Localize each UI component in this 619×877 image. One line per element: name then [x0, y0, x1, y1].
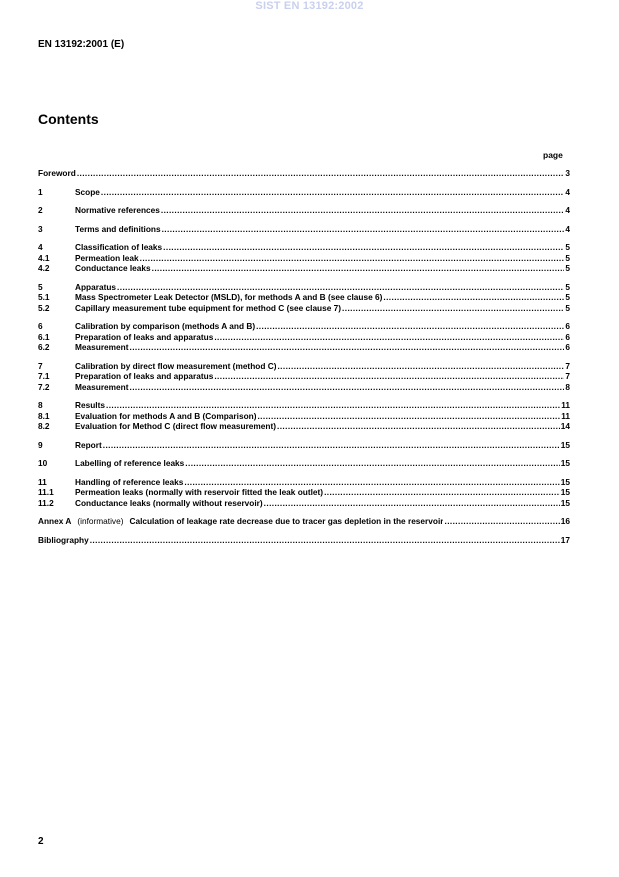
toc-entry-page: 5 — [565, 302, 570, 313]
toc-entry-title: Report — [75, 439, 102, 450]
toc-entry[interactable] — [38, 458, 570, 469]
dot-leader — [103, 440, 560, 451]
toc-entry-number: 7 — [38, 360, 43, 371]
toc-entry[interactable] — [38, 487, 570, 498]
toc-entry[interactable] — [38, 411, 570, 422]
toc-entry-title: Calibration by direct flow measurement (method C) — [75, 360, 277, 371]
toc-entry[interactable] — [38, 332, 570, 343]
toc-entry[interactable] — [38, 477, 570, 488]
toc-entry-title: Evaluation for Method C (direct flow measurement) — [75, 421, 276, 431]
toc-entry[interactable] — [38, 421, 570, 432]
toc-entry-title: Calculation of leakage rate decrease due to tracer gas depletion in the reservoir — [129, 516, 444, 526]
toc-entry-title: Permeation leak — [75, 252, 139, 263]
toc-entry-annex[interactable] — [38, 516, 570, 527]
annex-qualifier: (informative) — [77, 516, 124, 526]
toc-entry-page: 3 — [565, 168, 570, 178]
dot-leader — [163, 242, 564, 253]
toc-entry-page: 4 — [565, 186, 570, 197]
toc-entry[interactable] — [38, 205, 570, 216]
toc-entry[interactable] — [38, 282, 570, 293]
toc-entry-page: 15 — [560, 497, 570, 508]
toc-entry-number: 11.1 — [38, 487, 54, 497]
toc-entry-page: 7 — [565, 360, 570, 371]
toc-entry-page: 5 — [565, 252, 570, 263]
toc-entry-number: 4.2 — [38, 263, 50, 273]
toc-entry-page: 5 — [565, 263, 570, 273]
toc-entry-number: 6.1 — [38, 331, 50, 342]
toc-entry-number: 11.2 — [38, 497, 54, 508]
toc-entry-page: 5 — [565, 292, 570, 302]
dot-leader — [101, 187, 564, 198]
toc-entry-number: 6 — [38, 321, 43, 331]
toc-entry-title: Mass Spectrometer Leak Detector (MSLD), for methods A and B (see clause 6) — [75, 292, 383, 302]
toc-entry-page: 6 — [565, 331, 570, 342]
annex-label: Annex A — [38, 516, 72, 526]
dot-leader — [264, 498, 560, 509]
toc-entry-title: Handling of reference leaks — [75, 476, 184, 487]
toc-entry-page: 8 — [565, 381, 570, 392]
toc-entry-page: 4 — [565, 223, 570, 234]
dot-leader — [342, 303, 564, 314]
dot-leader — [162, 224, 565, 235]
toc-entry[interactable] — [38, 242, 570, 253]
toc-entry-title: Measurement — [75, 381, 129, 392]
toc-entry[interactable] — [38, 361, 570, 372]
toc-entry-number: 8.2 — [38, 421, 50, 431]
toc-entry[interactable] — [38, 371, 570, 382]
toc-entry-page: 7 — [565, 371, 570, 381]
dot-leader — [277, 361, 564, 372]
watermark: SIST EN 13192:2002 — [255, 0, 364, 12]
toc-entry-title: Normative references — [75, 205, 160, 215]
toc-entry-title: Labelling of reference leaks — [75, 458, 185, 468]
toc-entry-number: 1 — [38, 186, 43, 197]
toc-entry-number: 5.1 — [38, 292, 50, 302]
toc-entry-page: 17 — [560, 534, 570, 545]
toc-entry-page: 5 — [565, 242, 570, 252]
toc-entry-number: 4.1 — [38, 252, 50, 263]
dot-leader — [184, 477, 559, 488]
toc-entry-number: 5 — [38, 281, 43, 292]
toc-entry[interactable] — [38, 187, 570, 198]
toc-entry-number: 9 — [38, 439, 43, 450]
toc-entry[interactable] — [38, 400, 570, 411]
page-column-header: page — [543, 150, 563, 160]
dot-leader — [185, 458, 559, 469]
toc-entry[interactable] — [38, 321, 570, 332]
toc-entry-number: 5.2 — [38, 302, 50, 313]
toc-entry-number: 8 — [38, 400, 43, 410]
toc-entry-page: 5 — [565, 281, 570, 292]
toc-entry-title: Preparation of leaks and apparatus — [75, 331, 214, 342]
toc-entry-page: 15 — [560, 476, 570, 487]
toc-entry-number: 6.2 — [38, 342, 50, 352]
toc-entry-page: 15 — [560, 487, 570, 497]
toc-entry-title: Capillary measurement tube equipment for method C (see clause 7) — [75, 302, 342, 313]
dot-leader — [140, 253, 565, 264]
toc-entry[interactable] — [38, 382, 570, 393]
toc-entry-title: Preparation of leaks and apparatus — [75, 371, 214, 381]
toc-entry-bibliography[interactable] — [38, 535, 570, 546]
toc-entry-page: 11 — [561, 400, 570, 410]
toc-entry-number: 10 — [38, 458, 48, 468]
dot-leader — [324, 487, 560, 498]
toc-entry-title: Permeation leaks (normally with reservoir fitted the leak outlet) — [75, 487, 324, 497]
toc-entry[interactable] — [38, 168, 570, 179]
toc-entry-title: Apparatus — [75, 281, 117, 292]
toc-entry[interactable] — [38, 263, 570, 274]
dot-leader — [161, 205, 565, 216]
toc-entry-page: 4 — [565, 205, 570, 215]
toc-entry-title: Calibration by comparison (methods A and B) — [75, 321, 256, 331]
toc-entry-number: 7.2 — [38, 381, 50, 392]
toc-entry-title: Foreword — [38, 168, 76, 178]
toc-entry-title: Measurement — [75, 342, 129, 352]
toc-entry-page: 15 — [560, 458, 570, 468]
dot-leader — [214, 371, 564, 382]
document-id: EN 13192:2001 (E) — [38, 39, 125, 50]
page-title: Contents — [38, 111, 99, 127]
toc-entry[interactable] — [38, 303, 570, 314]
toc-entry-title: Classification of leaks — [75, 242, 163, 252]
toc-entry-page: 14 — [560, 421, 570, 431]
toc-entry[interactable] — [38, 224, 570, 235]
dot-leader — [152, 263, 565, 274]
toc-entry-page: 16 — [560, 516, 570, 526]
toc-entry-title: Conductance leaks (normally without reservoir) — [75, 497, 263, 508]
dot-leader — [444, 516, 559, 527]
toc-entry[interactable] — [38, 292, 570, 303]
toc-entry-page: 6 — [565, 321, 570, 331]
dot-leader — [383, 292, 564, 303]
toc-entry-number: 7.1 — [38, 371, 50, 381]
page-number: 2 — [38, 836, 44, 847]
toc-entry-number: 8.1 — [38, 410, 50, 421]
toc-entry-title: Bibliography — [38, 534, 89, 545]
toc-entry[interactable] — [38, 342, 570, 353]
toc-entry-title: Evaluation for methods A and B (Comparison) — [75, 410, 257, 421]
toc-entry[interactable] — [38, 253, 570, 264]
dot-leader — [256, 321, 564, 332]
dot-leader — [277, 421, 560, 432]
dot-leader — [257, 411, 560, 422]
toc-entry-page: 15 — [560, 439, 570, 450]
dot-leader — [130, 382, 565, 393]
toc-entry-title: Terms and definitions — [75, 223, 161, 234]
dot-leader — [214, 332, 564, 343]
toc-entry[interactable] — [38, 440, 570, 451]
dot-leader — [77, 168, 565, 179]
toc-entry-number: 2 — [38, 205, 43, 215]
toc-entry[interactable] — [38, 498, 570, 509]
dot-leader — [90, 535, 560, 546]
toc-entry-number: 4 — [38, 242, 43, 252]
dot-leader — [106, 400, 560, 411]
dot-leader — [130, 342, 565, 353]
table-of-contents — [38, 168, 570, 545]
toc-entry-page: 6 — [565, 342, 570, 352]
toc-entry-number: 11 — [38, 476, 47, 487]
toc-entry-number: 3 — [38, 223, 43, 234]
toc-entry-page: 11 — [561, 410, 570, 421]
dot-leader — [117, 282, 564, 293]
toc-entry-title: Conductance leaks — [75, 263, 151, 273]
toc-entry-title: Results — [75, 400, 105, 410]
toc-entry-title: Scope — [75, 186, 100, 197]
